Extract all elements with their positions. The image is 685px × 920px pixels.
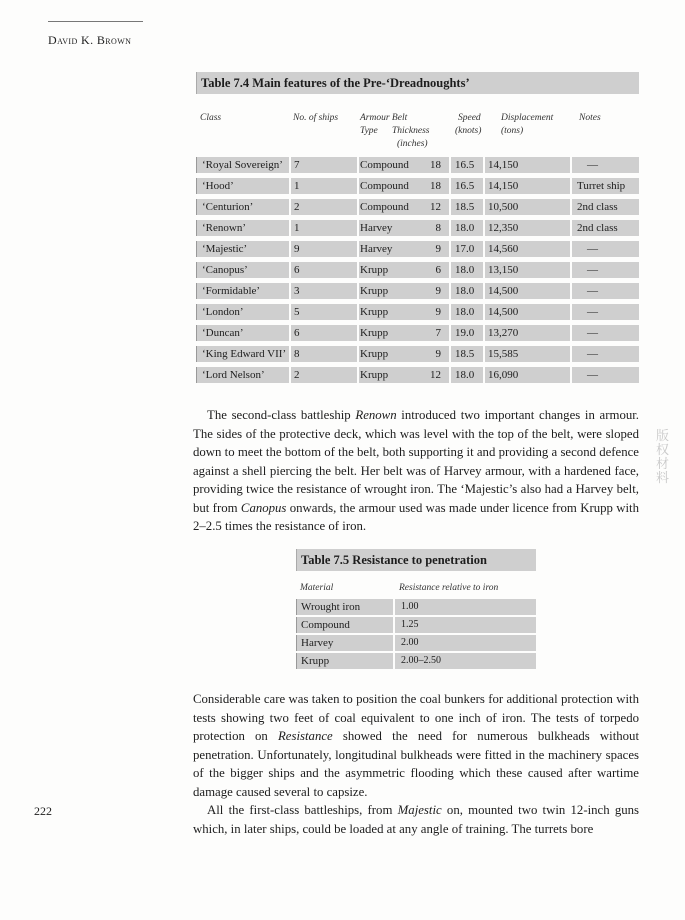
cell-speed: 18.0	[455, 369, 475, 381]
cell-thickness: 9	[435, 348, 441, 360]
table-title: Table 7.4 Main features of the Pre-‘Dreadnoughts’	[196, 72, 639, 94]
cell-ships: 9	[294, 243, 300, 255]
cell-armour-type: Krupp	[360, 285, 389, 297]
cell-armour-type: Krupp	[360, 369, 389, 381]
cell-ships: 8	[294, 348, 300, 360]
cell-material: Compound	[301, 619, 350, 631]
cell-displacement: 14,150	[488, 180, 519, 192]
col-class: Class	[200, 113, 222, 123]
cell-resistance: 2.00	[401, 637, 419, 648]
cell-class: ‘Hood’	[202, 180, 234, 192]
cell-class: ‘Duncan’	[202, 327, 244, 339]
table-row	[296, 599, 536, 615]
cell-class: ‘Majestic’	[202, 243, 248, 255]
cell-thickness: 12	[430, 369, 441, 381]
cell-displacement: 14,500	[488, 306, 519, 318]
cell-notes: 2nd class	[577, 201, 618, 213]
running-head: David K. Brown	[48, 33, 132, 47]
table-row	[196, 367, 639, 383]
body-paragraph: The second-class battleship Renown introduced two important changes in armour. The sides of the protective deck, which was level with the top of the belt, were sloped down to meet the bottom of the belt, both supporting it and providing a second defence against a shell piercing the belt. Her belt was of Harvey armour, with a hardened face, providing twice the resistance of wrought iron. The ‘Majestic’s also had a Harvey belt, but from Canopus onwards, the armour used was made under licence from Krupp with 2–2.5 times the resistance of iron.	[193, 408, 639, 533]
cell-notes: —	[587, 159, 598, 171]
cell-notes: —	[587, 369, 598, 381]
cell-notes: —	[587, 264, 598, 276]
header-rule	[48, 21, 143, 22]
cell-displacement: 14,150	[488, 159, 519, 171]
table-title: Table 7.5 Resistance to penetration	[296, 549, 536, 571]
cell-armour-type: Krupp	[360, 264, 389, 276]
cell-thickness: 9	[435, 306, 441, 318]
cell-speed: 16.5	[455, 180, 475, 192]
table-row	[196, 262, 639, 278]
cell-armour-type: Compound	[360, 201, 409, 213]
cell-resistance: 2.00–2.50	[401, 655, 441, 666]
watermark: 版权材料	[656, 429, 670, 486]
cell-ships: 7	[294, 159, 300, 171]
col-notes: Notes	[579, 113, 601, 123]
cell-displacement: 16,090	[488, 369, 519, 381]
table-row	[196, 241, 639, 257]
cell-resistance: 1.25	[401, 619, 419, 630]
col-inches: (inches)	[397, 139, 428, 149]
cell-speed: 18.5	[455, 201, 475, 213]
cell-displacement: 13,150	[488, 264, 519, 276]
col-tons: (tons)	[501, 126, 524, 136]
cell-material: Wrought iron	[301, 601, 361, 613]
body-paragraph: Considerable care was taken to position the coal bunkers for additional protection with tests showing two feet of coal equivalent to one inch of iron. The tests of torpedo protection on Resistance showed the need for numerous bulkheads without penetration. Unfortunately, longitudinal bulkheads were fitted in the machinery spaces of the bigger ships and the asymmetric flooding which these caused after wartime damage caused several to capsize. All the first-class battleships, from Majestic on, mounted two twin 12-inch guns which, in later ships, could be loaded at any angle of training. The turrets bore	[193, 692, 640, 836]
cell-ships: 5	[294, 306, 300, 318]
cell-speed: 18.0	[455, 222, 475, 234]
cell-thickness: 6	[435, 264, 441, 276]
cell-armour-type: Compound	[360, 180, 409, 192]
cell-notes: —	[587, 348, 598, 360]
col-no-of-ships: No. of ships	[293, 113, 339, 123]
table-row	[196, 220, 639, 236]
cell-ships: 2	[294, 201, 300, 213]
cell-speed: 17.0	[455, 243, 475, 255]
col-type: Type	[360, 126, 378, 136]
col-resistance: Resistance relative to iron	[399, 583, 499, 593]
cell-material: Krupp	[301, 655, 330, 667]
table-row	[296, 635, 536, 651]
table-row	[296, 617, 536, 633]
cell-speed: 18.0	[455, 285, 475, 297]
cell-ships: 3	[294, 285, 300, 297]
cell-class: ‘Renown’	[202, 222, 246, 234]
cell-speed: 18.0	[455, 264, 475, 276]
col-displacement: Displacement	[501, 113, 554, 123]
col-armour-belt: Armour Belt	[360, 113, 408, 123]
table-row	[196, 199, 639, 215]
cell-notes: —	[587, 327, 598, 339]
cell-thickness: 18	[430, 180, 441, 192]
cell-notes: —	[587, 306, 598, 318]
cell-thickness: 8	[435, 222, 441, 234]
cell-notes: —	[587, 243, 598, 255]
cell-displacement: 10,500	[488, 201, 519, 213]
cell-class: ‘Lord Nelson’	[202, 369, 265, 381]
cell-ships: 1	[294, 222, 300, 234]
cell-armour-type: Krupp	[360, 327, 389, 339]
cell-ships: 1	[294, 180, 300, 192]
table-row	[196, 325, 639, 341]
table-row	[196, 178, 639, 194]
cell-speed: 18.5	[455, 348, 475, 360]
cell-resistance: 1.00	[401, 601, 419, 612]
cell-class: ‘Royal Sovereign’	[202, 159, 283, 171]
cell-thickness: 12	[430, 201, 441, 213]
cell-armour-type: Krupp	[360, 348, 389, 360]
cell-class: ‘Formidable’	[202, 285, 261, 297]
table-row	[196, 157, 639, 173]
table-row	[296, 653, 536, 669]
cell-thickness: 18	[430, 159, 441, 171]
cell-displacement: 14,560	[488, 243, 519, 255]
cell-class: ‘King Edward VII’	[202, 348, 287, 360]
cell-thickness: 7	[435, 327, 441, 339]
col-thickness: Thickness	[392, 126, 430, 136]
cell-displacement: 15,585	[488, 348, 519, 360]
cell-class: ‘Centurion’	[202, 201, 254, 213]
cell-thickness: 9	[435, 285, 441, 297]
cell-notes: Turret ship	[577, 180, 626, 192]
table-row	[196, 283, 639, 299]
cell-thickness: 9	[435, 243, 441, 255]
cell-displacement: 13,270	[488, 327, 519, 339]
page-number: 222	[34, 804, 52, 818]
cell-speed: 16.5	[455, 159, 475, 171]
cell-armour-type: Harvey	[360, 243, 393, 255]
cell-armour-type: Harvey	[360, 222, 393, 234]
cell-material: Harvey	[301, 637, 334, 649]
table-row	[196, 304, 639, 320]
cell-displacement: 12,350	[488, 222, 519, 234]
cell-ships: 2	[294, 369, 300, 381]
col-knots: (knots)	[455, 126, 482, 136]
cell-displacement: 14,500	[488, 285, 519, 297]
cell-speed: 18.0	[455, 306, 475, 318]
cell-notes: —	[587, 285, 598, 297]
cell-armour-type: Krupp	[360, 306, 389, 318]
col-material: Material	[300, 583, 334, 593]
cell-class: ‘Canopus’	[202, 264, 248, 276]
cell-speed: 19.0	[455, 327, 475, 339]
cell-ships: 6	[294, 327, 300, 339]
cell-notes: 2nd class	[577, 222, 618, 234]
table-row	[196, 346, 639, 362]
cell-ships: 6	[294, 264, 300, 276]
col-speed: Speed	[458, 113, 481, 123]
cell-class: ‘London’	[202, 306, 244, 318]
cell-armour-type: Compound	[360, 159, 409, 171]
